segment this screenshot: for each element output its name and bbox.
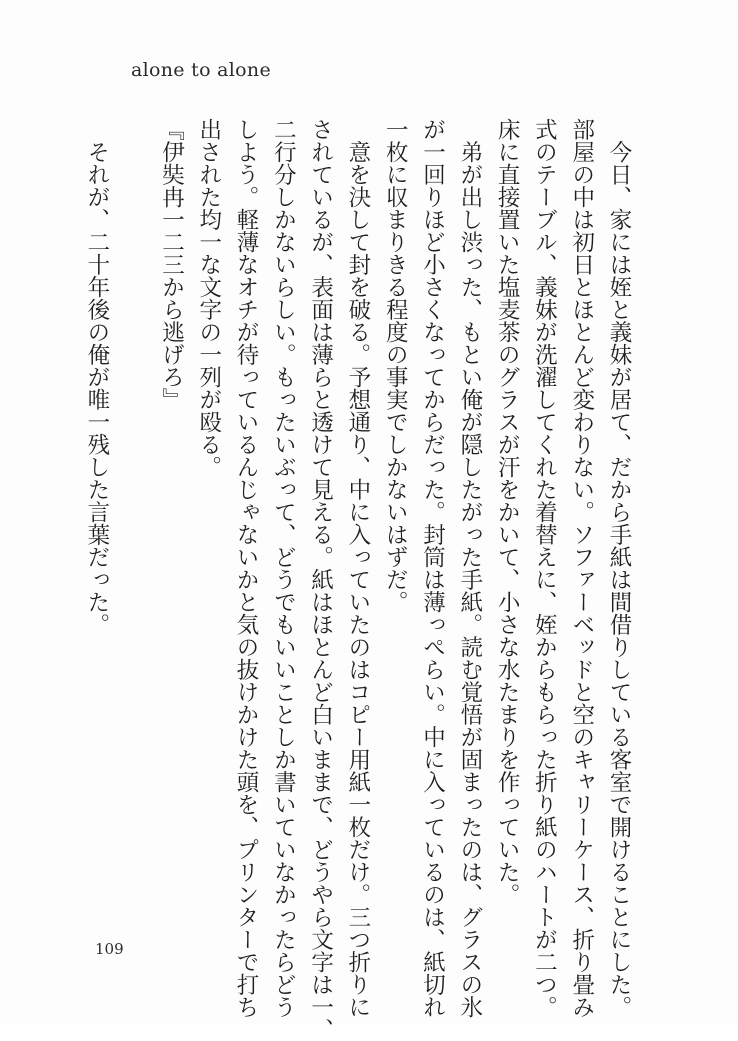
paragraph-2: 弟が出し渋った、もとい俺が隠したがった手紙。読む覚悟が固まったのは、グラスの氷 が一回りほど小さくなってからだった。封筒は薄っぺらい。中に入っているのは、紙切れ 一枚に収まりきる程度の事実でしかないはずだ。 <box>382 118 483 1018</box>
paragraph-5: それが、二十年後の俺が唯一残した言葉だった。 <box>83 118 110 636</box>
page-number: 109 <box>95 940 124 958</box>
vertical-text-body <box>40 118 637 1041</box>
running-head: alone to alone <box>131 59 272 81</box>
paragraph-1: 今日、家には姪と義妹が居て、だから手紙は間借りしている客室で開けることにした。 部屋の中は初日とほとんど変わりない。ソファーベッドと空のキャリーケース、折り畳み 式のテーブル、義妹が洗濯してくれた着替えに、姪からもらった折り紙のハートが二つ。 床に直接置いた塩麦茶のグラスが汗をかいて、小さな水たまりを作っていた。 <box>494 118 632 1018</box>
paragraph-3: 意を決して封を破る。予想通り、中に入っていたのはコピー用紙一枚だけ。三つ折りに されているが、表面は薄らと透けて見える。紙はほとんど白いままで、どうやら文字は一、 二行分しかないらしい。もったいぶって、どうでもいいことしか書いていなかったらどう しよう。軽薄なオチが待っているんじゃないかと気の抜けかけた頭を、プリンターで打ち 出された均一な文字の一列が殴る。 <box>195 118 371 1041</box>
quoted-message: 『伊奘冉一二三から逃げろ』 <box>158 118 185 411</box>
